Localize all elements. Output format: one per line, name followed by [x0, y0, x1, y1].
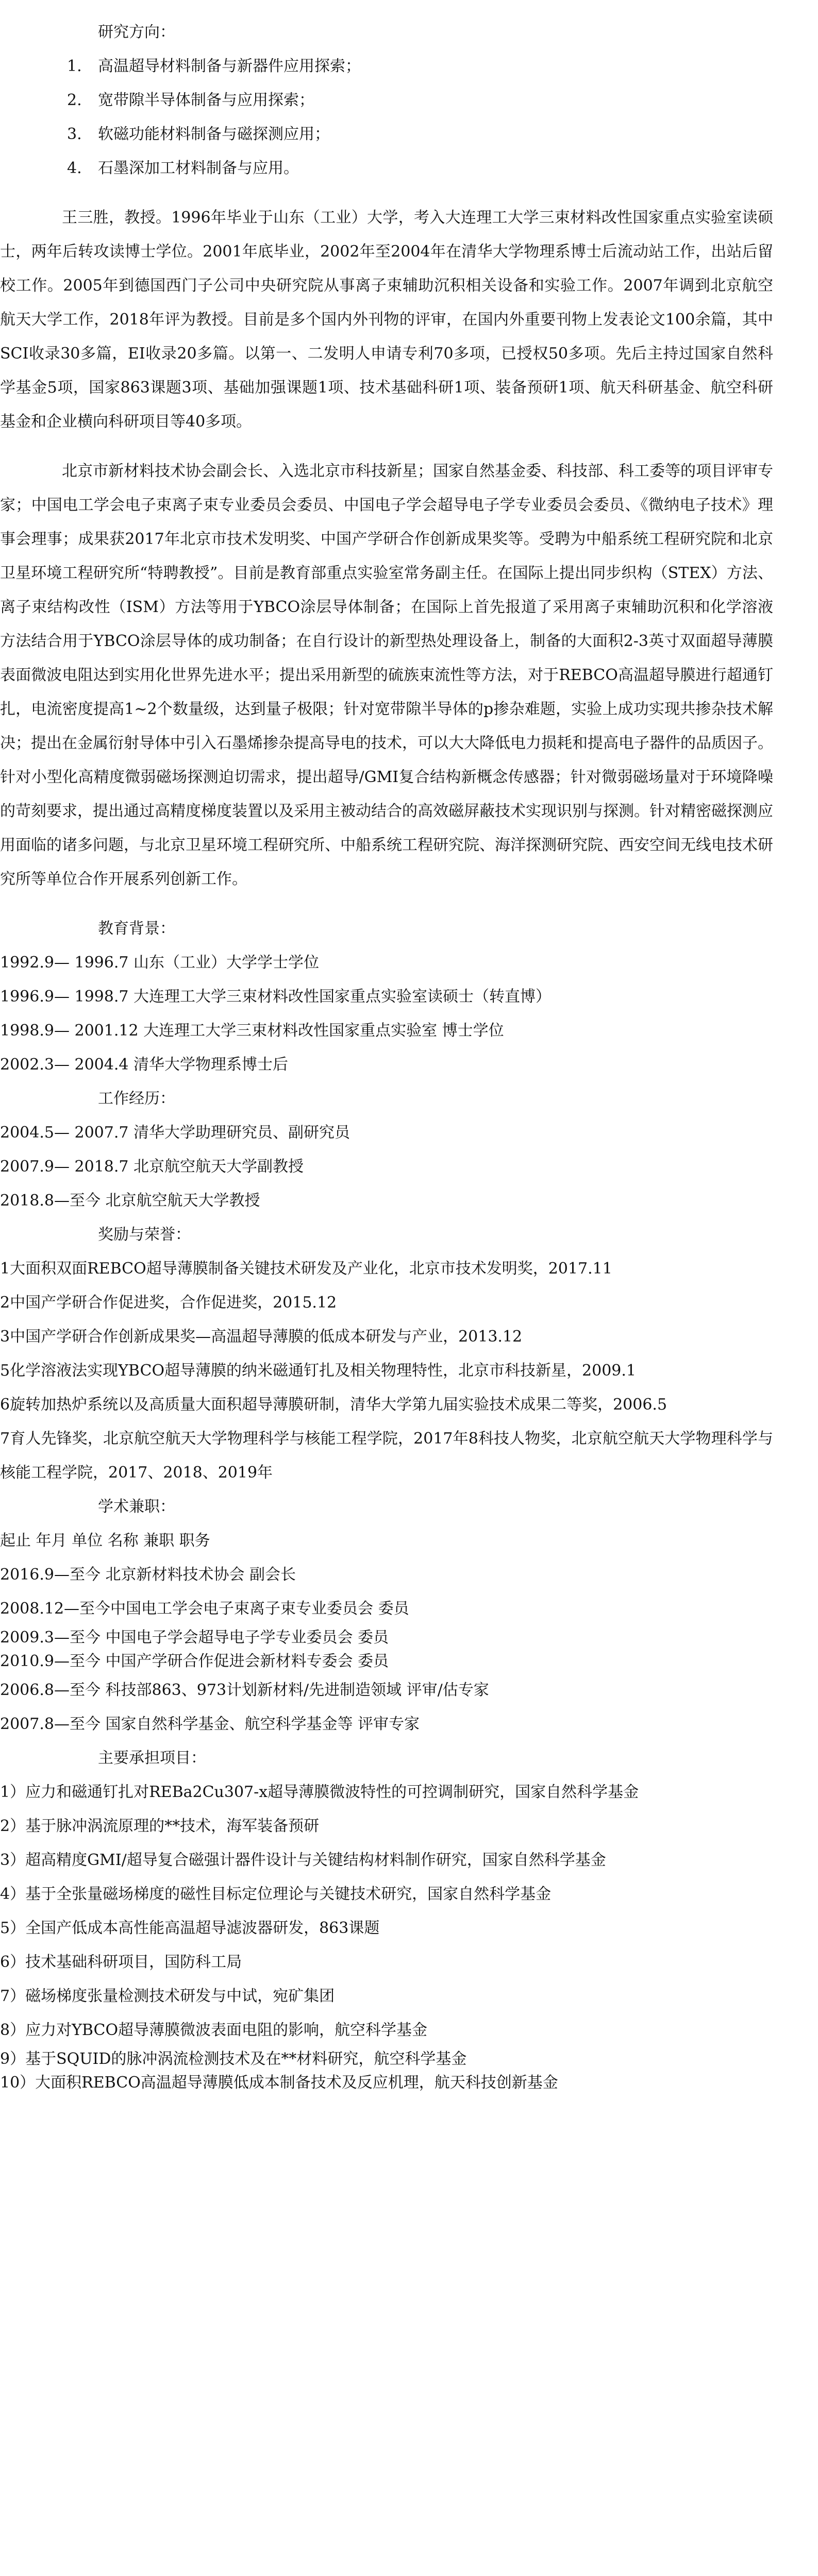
- academic-item: 2010.9—至今 中国产学研合作促进会新材料专委会 委员: [0, 1652, 389, 1670]
- work-item: 2018.8—至今 北京航空航天大学教授: [0, 1192, 260, 1210]
- project-item: 9）基于SQUID的脉冲涡流检测技术及在**材料研究，航空科学基金: [0, 2050, 467, 2068]
- academic-item: 2008.12—至今中国电工学会电子束离子束专业委员会 委员: [0, 1600, 409, 1618]
- project-item: 10）大面积REBCO高温超导薄膜低成本制备技术及反应机理，航天科技创新基金: [0, 2074, 558, 2092]
- bio-paragraph-2: 北京市新材料技术协会副会长、入选北京市科技新星；国家自然基金委、科技部、科工委等的项目评审专家；中国电工学会电子束离子束专业委员会委员、中国电子学会超导电子学专业委员会委员、《微纳电子技术》理事会理事；成果获2017年北京市技术发明奖、中国产学研合作创新成果奖等。受聘为中船系统工程研究院和北京卫星环境工程研究所“特聘教授”。目前是教育部重点实验室常务副主任。在国际上提出同步织构（STEX）方法、离子束结构改性（ISM）方法等用于YBCO涂层导体制备；在国际上首先报道了采用离子束辅助沉积和化学溶液方法结合用于YBCO涂层导体的成功制备；在自行设计的新型热处理设备上，制备的大面积2-3英寸双面超导薄膜表面微波电阻达到实用化世界先进水平；提出采用新型的硫族束流性等方法，对于REBCO高温超导膜进行超通钉扎，电流密度提高1~2个数量级，达到量子极限；针对宽带隙半导体的p掺杂难题，实验上成功实现共掺杂技术解决；提出在金属衍射导体中引入石墨烯掺杂提高导电的技术，可以大大降低电力损耗和提高电子器件的品质因子。针对小型化高精度微弱磁场探测迫切需求，提出超导/GMI复合结构新概念传感器；针对微弱磁场量对于环境降噪的苛刻要求，提出通过高精度梯度装置以及采用主被动结合的高效磁屏蔽技术实现识别与探测。针对精密磁探测应用面临的诸多问题，与北京卫星环境工程研究所、中船系统工程研究院、海洋探测研究院、西安空间无线电技术研究所等单位合作开展系列创新工作。: [0, 462, 773, 888]
- academic-item: 2006.8—至今 科技部863、973计划新材料/先进制造领域 评审/估专家: [0, 1681, 489, 1699]
- work-item: 2007.9— 2018.7 北京航空航天大学副教授: [0, 1158, 304, 1176]
- awards-heading: 奖励与荣誉：: [98, 1226, 191, 1244]
- project-item: 4）基于全张量磁场梯度的磁性目标定位理论与关键技术研究，国家自然科学基金: [0, 1885, 552, 1903]
- education-item: 1992.9— 1996.7 山东（工业）大学学士学位: [0, 954, 320, 972]
- academic-heading: 学术兼职：: [98, 1498, 175, 1516]
- award-item: 2中国产学研合作促进奖，合作促进奖，2015.12: [0, 1294, 337, 1312]
- research-heading: 研究方向：: [98, 23, 175, 41]
- project-item: 1）应力和磁通钉扎对REBa2Cu307-x超导薄膜微波特性的可控调制研究，国家自然科学基金: [0, 1783, 639, 1801]
- award-item: 6旋转加热炉系统以及高质量大面积超导薄膜研制，清华大学第九届实验技术成果二等奖，2006.5: [0, 1396, 667, 1414]
- academic-item: 2009.3—至今 中国电子学会超导电子学专业委员会 委员: [0, 1629, 389, 1647]
- academic-item: 2016.9—至今 北京新材料技术协会 副会长: [0, 1566, 296, 1584]
- research-list: [67, 49, 773, 185]
- project-item: 5）全国产低成本高性能高温超导滤波器研发，863课题: [0, 1919, 380, 1937]
- projects-heading: 主要承担项目：: [98, 1749, 206, 1767]
- work-heading: 工作经历：: [98, 1090, 175, 1108]
- project-item: 7）磁场梯度张量检测技术研发与中试，宛矿集团: [0, 1987, 335, 2005]
- project-item: 6）技术基础科研项目，国防科工局: [0, 1953, 242, 1971]
- education-item: 1996.9— 1998.7 大连理工大学三束材料改性国家重点实验室读硕士（转直博）: [0, 988, 552, 1006]
- award-item: 5化学溶液法实现YBCO超导薄膜的纳米磁通钉扎及相关物理特性，北京市科技新星，2009.1: [0, 1362, 637, 1380]
- bio-paragraph-1: 王三胜，教授。1996年毕业于山东（工业）大学，考入大连理工大学三束材料改性国家重点实验室读硕士，两年后转攻读博士学位。2001年底毕业，2002年至2004年在清华大学物理系博士后流动站工作，出站后留校工作。2005年到德国西门子公司中央研究院从事离子束辅助沉积相关设备和实验工作。2007年调到北京航空航天大学工作，2018年评为教授。目前是多个国内外刊物的评审，在国内外重要刊物上发表论文100余篇，其中SCI收录30多篇，EI收录20多篇。以第一、二发明人申请专利70多项，已授权50多项。先后主持过国家自然科学基金5项，国家863课题3项、基础加强课题1项、技术基础科研1项、装备预研1项、航天科研基金、航空科研基金和企业横向科研项目等40多项。: [0, 209, 773, 431]
- award-item: 3中国产学研合作创新成果奖—高温超导薄膜的低成本研发与产业，2013.12: [0, 1328, 523, 1346]
- list-item: 4. 石墨深加工材料制备与应用。: [67, 159, 299, 177]
- project-item: 8）应力对YBCO超导薄膜微波表面电阻的影响，航空科学基金: [0, 2021, 428, 2039]
- academic-header-row: 起止 年月 单位 名称 兼职 职务: [0, 1532, 210, 1550]
- education-item: 1998.9— 2001.12 大连理工大学三束材料改性国家重点实验室 博士学位: [0, 1022, 504, 1040]
- project-item: 2）基于脉冲涡流原理的**技术，海军装备预研: [0, 1817, 320, 1835]
- award-item: 1大面积双面REBCO超导薄膜制备关键技术研发及产业化，北京市技术发明奖，2017.11: [0, 1260, 612, 1278]
- academic-item: 2007.8—至今 国家自然科学基金、航空科学基金等 评审专家: [0, 1715, 420, 1733]
- list-item: 2. 宽带隙半导体制备与应用探索；: [67, 91, 314, 109]
- list-item: 1. 高温超导材料制备与新器件应用探索；: [67, 57, 361, 75]
- work-item: 2004.5— 2007.7 清华大学助理研究员、副研究员: [0, 1124, 350, 1142]
- education-heading: 教育背景：: [98, 920, 175, 938]
- education-item: 2002.3— 2004.4 清华大学物理系博士后: [0, 1056, 289, 1074]
- award-item: 7育人先锋奖，北京航空航天大学物理科学与核能工程学院，2017年8科技人物奖，北京航空航天大学物理科学与核能工程学院，2017、2018、2019年: [0, 1430, 773, 1482]
- project-item: 3）超高精度GMI/超导复合磁强计器件设计与关键结构材料制作研究，国家自然科学基金: [0, 1851, 606, 1869]
- list-item: 3. 软磁功能材料制备与磁探测应用；: [67, 125, 330, 143]
